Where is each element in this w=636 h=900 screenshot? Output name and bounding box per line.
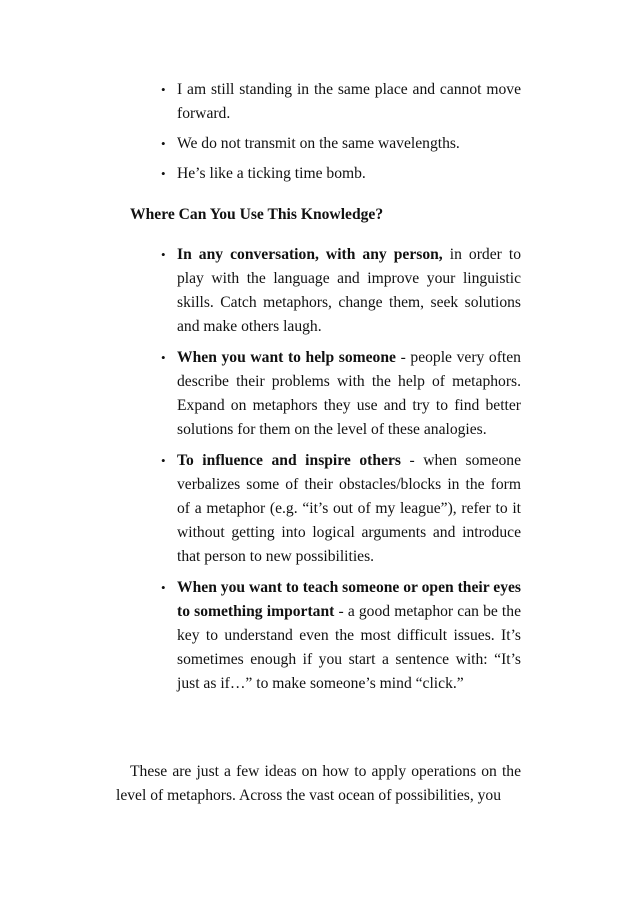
list-item-lead: When you want to help someone bbox=[177, 349, 396, 366]
bullet-icon: • bbox=[161, 166, 166, 181]
list-item-text: I am still standing in the same place and cannot move forward. bbox=[177, 81, 521, 122]
list-item-text: He’s like a ticking time bomb. bbox=[177, 165, 366, 182]
bullet-icon: • bbox=[161, 136, 166, 151]
list-item-text: - when someone verbalizes some of their obstacles/blocks in the form of a metaphor (e.g. “it’s out of my league”), refer to it without getting into logical arguments and introduce that person to new possibilities. bbox=[177, 452, 521, 565]
list-item bbox=[158, 162, 521, 186]
list-item-lead: To influence and inspire others bbox=[177, 452, 401, 469]
bullet-icon: • bbox=[161, 453, 166, 468]
list-item-lead: In any conversation, with any person, bbox=[177, 246, 443, 263]
list-item bbox=[158, 78, 521, 126]
bullet-icon: • bbox=[161, 82, 166, 97]
list-item-text: - people very often describe their problems with the help of metaphors. Expand on metaphors they use and try to find better solutions for them on the level of these analogies. bbox=[177, 349, 521, 438]
closing-paragraph: These are just a few ideas on how to apply operations on the level of metaphors. Across the vast ocean of possibilities, you bbox=[116, 763, 521, 804]
section-heading: Where Can You Use This Knowledge? bbox=[130, 206, 384, 223]
list-item-text: - a good metaphor can be the key to understand even the most difficult issues. It’s sometimes enough if you start a sentence with: “It’s just as if…” to make someone’s mind “click.” bbox=[177, 603, 521, 692]
list-item bbox=[158, 576, 521, 696]
list-item bbox=[158, 346, 521, 442]
list-item bbox=[158, 243, 521, 339]
list-item-text: We do not transmit on the same wavelengths. bbox=[177, 135, 460, 152]
metaphor-examples-list bbox=[158, 78, 521, 192]
list-item-lead: When you want to teach someone or open their eyes to something important bbox=[177, 579, 521, 620]
bullet-icon: • bbox=[161, 247, 166, 262]
list-item bbox=[158, 132, 521, 156]
list-item bbox=[158, 449, 521, 569]
knowledge-uses-list bbox=[158, 243, 521, 703]
bullet-icon: • bbox=[161, 350, 166, 365]
bullet-icon: • bbox=[161, 580, 166, 595]
list-item-text: in order to play with the language and improve your linguistic skills. Catch metaphors, change them, seek solutions and make others laugh. bbox=[177, 246, 521, 335]
